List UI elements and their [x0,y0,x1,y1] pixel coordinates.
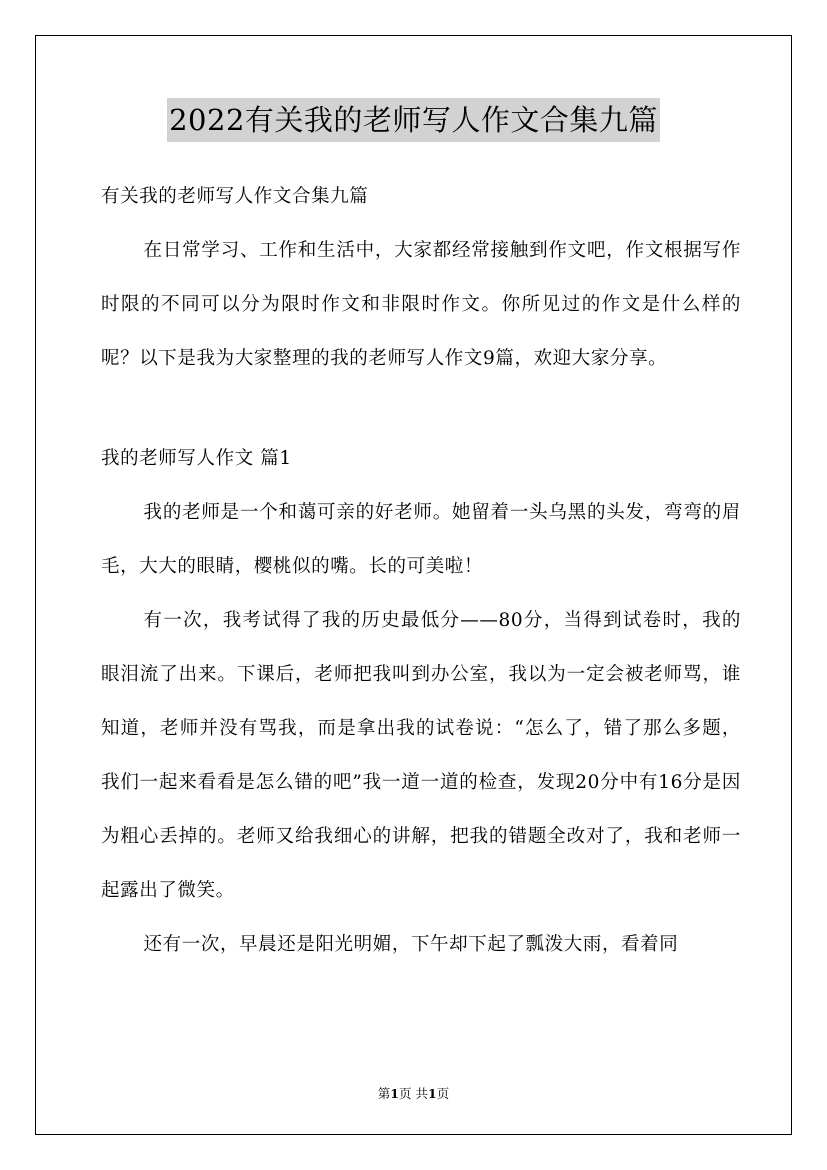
body-paragraph: 我的老师是一个和蔼可亲的好老师。她留着一头乌黑的头发，弯弯的眉毛，大大的眼睛，樱桃似的嘴。长的可美啦！ [101,502,741,577]
title-container [0,98,827,142]
page-suffix: 页 [436,1086,450,1101]
body-paragraph: 还有一次，早晨还是阳光明媚，下午却下起了瓢泼大雨，看着同 [143,934,679,955]
section-heading: 我的老师写人作文 篇1 [101,448,292,469]
document-body [101,170,741,972]
page-prefix: 第 [377,1086,391,1101]
body-paragraph: 有一次，我考试得了我的历史最低分——80分，当得到试卷时，我的眼泪流了出来。下课后，老师把我叫到办公室，我以为一定会被老师骂，谁知道，老师并没有骂我，而是拿出我的试卷说：“怎么了，错了那么多题，我们一起来看看是怎么错的吧”我一道一道的检查，发现20分中有16分是因为粗心丢掉的。老师又给我细心的讲解，把我的错题全改对了，我和老师一起露出了微笑。 [101,610,741,901]
page-total: 1 [427,1086,437,1101]
page-mid: 页 共 [399,1086,428,1101]
document-subtitle: 有关我的老师写人作文合集九篇 [101,186,369,207]
section-gap [101,386,741,432]
intro-paragraph: 在日常学习、工作和生活中，大家都经常接触到作文吧，作文根据写作时限的不同可以分为限时作文和非限时作文。你所见过的作文是什么样的呢？以下是我为大家整理的我的老师写人作文9篇，欢迎大家分享。 [101,240,741,369]
page-number: 1 [390,1086,399,1101]
page-footer [0,1084,827,1102]
document-title: 2022有关我的老师写人作文合集九篇 [167,98,660,142]
